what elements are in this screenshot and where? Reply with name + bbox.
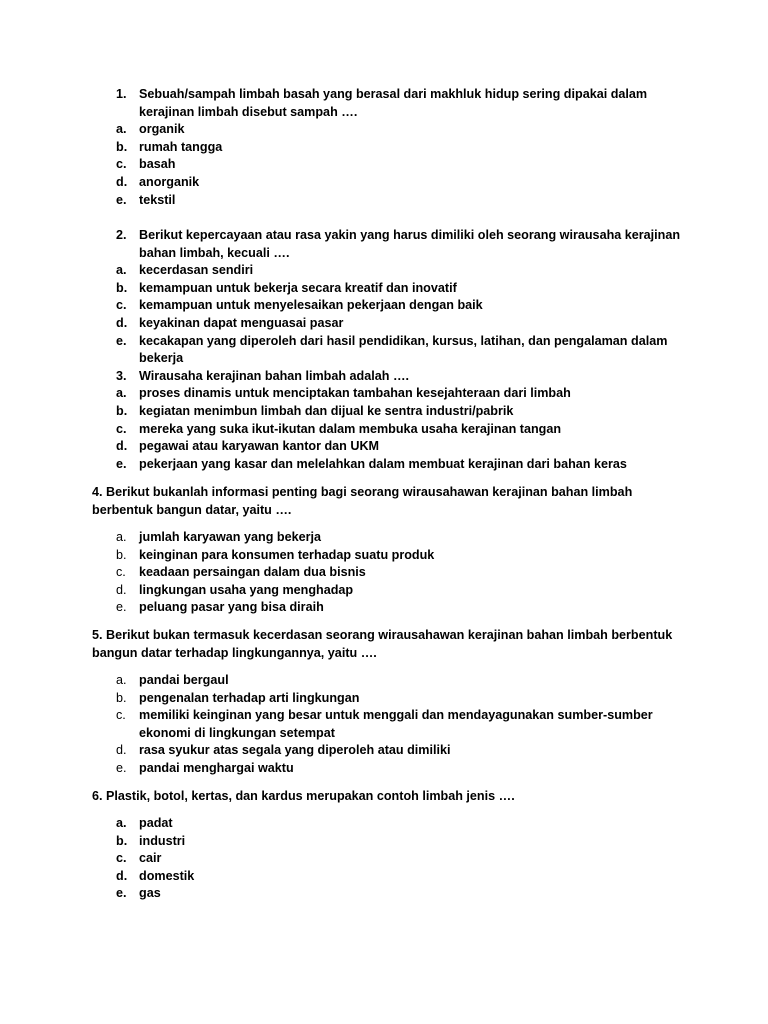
option-e [0, 599, 768, 617]
option-d [0, 315, 768, 333]
question-5-options [0, 672, 768, 778]
question-2 [0, 227, 768, 473]
option-text: organik [139, 122, 185, 137]
option-text: pengenalan terhadap arti lingkungan [139, 690, 360, 705]
option-text: gas [139, 886, 161, 901]
option-marker: c. [116, 565, 126, 580]
option-marker: e. [116, 456, 127, 471]
option-marker: c. [116, 421, 127, 436]
option-marker: c. [116, 298, 127, 313]
option-text: proses dinamis untuk menciptakan tambahan kesejahteraan dari limbah [139, 386, 571, 401]
option-d [0, 174, 768, 192]
option-marker: a. [116, 386, 127, 401]
question-4-text: 4. Berikut bukanlah informasi penting bagi seorang wirausahawan kerajinan bahan limbah berbentuk bangun datar, yaitu …. [92, 485, 633, 517]
option-marker: d. [116, 174, 128, 189]
option-marker: a. [116, 816, 127, 830]
option-marker: b. [116, 403, 128, 418]
option-b [0, 280, 768, 298]
option-marker: c. [116, 157, 127, 172]
option-text: peluang pasar yang bisa diraih [139, 600, 324, 615]
option-text: bekerja [139, 351, 184, 366]
option-c [0, 156, 768, 174]
question-text: Sebuah/sampah limbah basah yang berasal dari makhluk hidup sering dipakai dalam [139, 87, 648, 101]
option-e [0, 192, 768, 210]
option-text: mereka yang suka ikut-ikutan dalam membuka usaha kerajinan tangan [139, 421, 562, 436]
option-text: jumlah karyawan yang bekerja [139, 530, 321, 544]
option-a [0, 529, 768, 547]
question-text: Wirausaha kerajinan bahan limbah adalah …. [139, 368, 410, 383]
question-4-options [0, 529, 768, 617]
option-marker: a. [116, 263, 127, 278]
option-marker: e. [116, 760, 127, 775]
option-text: keinginan para konsumen terhadap suatu produk [139, 547, 435, 562]
option-a [0, 385, 768, 403]
option-c [0, 297, 768, 315]
option-marker: b. [116, 547, 127, 562]
option-text: rasa syukur atas segala yang diperoleh atau dimiliki [139, 743, 451, 758]
question-text: Berikut kepercayaan atau rasa yakin yang harus dimiliki oleh seorang wirausaha kerajinan [139, 228, 681, 242]
question-number: 2. [116, 228, 127, 242]
option-c [0, 850, 768, 868]
option-a [0, 815, 768, 833]
question-number: 3. [116, 368, 127, 383]
option-a [0, 672, 768, 690]
option-marker: b. [116, 690, 127, 705]
option-text: basah [139, 157, 176, 172]
option-d [0, 742, 768, 760]
option-marker: d. [116, 743, 127, 758]
option-text: tekstil [139, 192, 176, 207]
option-marker: e. [116, 192, 127, 207]
option-marker: d. [116, 315, 128, 330]
question-5-text: 5. Berikut bukan termasuk kecerdasan seorang wirausahawan kerajinan bahan limbah berbentuk bangun datar terhadap lingkungannya, yaitu …. [92, 628, 673, 660]
question-number: 1. [116, 87, 127, 101]
option-marker: b. [116, 139, 128, 154]
option-d [0, 438, 768, 456]
option-marker: d. [116, 868, 128, 883]
question-3 [0, 368, 768, 386]
option-marker: e. [116, 886, 127, 901]
option-b [0, 690, 768, 708]
option-c [0, 421, 768, 439]
option-text: cair [139, 851, 162, 866]
option-text: industri [139, 833, 186, 848]
option-b [0, 139, 768, 157]
option-text: keyakinan dapat menguasai pasar [139, 315, 344, 330]
option-marker: d. [116, 439, 128, 454]
option-text: rumah tangga [139, 139, 223, 154]
option-b [0, 403, 768, 421]
option-marker: e. [116, 600, 127, 615]
option-e [0, 456, 768, 474]
option-text: kecerdasan sendiri [139, 263, 254, 278]
option-text: kegiatan menimbun limbah dan dijual ke sentra industri/pabrik [139, 403, 514, 418]
option-marker: a. [116, 673, 127, 687]
option-text: keadaan persaingan dalam dua bisnis [139, 565, 366, 580]
question-text: kerajinan limbah disebut sampah …. [139, 104, 358, 119]
option-d [0, 582, 768, 600]
option-marker: e. [116, 333, 127, 348]
option-marker: a. [116, 122, 127, 137]
option-text: padat [139, 816, 173, 830]
option-marker: a. [116, 530, 127, 544]
option-text: domestik [139, 868, 195, 883]
question-6-text: 6. Plastik, botol, kertas, dan kardus merupakan contoh limbah jenis …. [92, 789, 515, 803]
option-marker: c. [116, 851, 127, 866]
option-marker: d. [116, 582, 127, 597]
option-text: pandai bergaul [139, 673, 229, 687]
option-e [0, 760, 768, 778]
option-b [0, 547, 768, 565]
option-c [0, 564, 768, 582]
option-text: kemampuan untuk menyelesaikan pekerjaan dengan baik [139, 298, 483, 313]
option-text: pandai menghargai waktu [139, 760, 294, 775]
option-marker: c. [116, 708, 126, 723]
question-1 [0, 86, 768, 209]
option-text: memiliki keinginan yang besar untuk menggali dan mendayagunakan sumber-sumber [139, 708, 653, 723]
option-text: anorganik [139, 174, 200, 189]
option-text: kemampuan untuk bekerja secara kreatif dan inovatif [139, 280, 457, 295]
option-text: pekerjaan yang kasar dan melelahkan dalam membuat kerajinan dari bahan keras [139, 456, 627, 471]
option-marker: b. [116, 280, 128, 295]
option-a [0, 262, 768, 280]
option-c [0, 707, 768, 725]
option-e [0, 885, 768, 903]
option-e [0, 333, 768, 351]
option-text: pegawai atau karyawan kantor dan UKM [139, 439, 380, 454]
question-6-options [0, 815, 768, 903]
option-marker: b. [116, 833, 128, 848]
option-b [0, 833, 768, 851]
option-text: ekonomi di lingkungan setempat [139, 725, 335, 740]
question-text: bahan limbah, kecuali …. [139, 245, 290, 260]
option-text: lingkungan usaha yang menghadap [139, 582, 354, 597]
option-text: kecakapan yang diperoleh dari hasil pendidikan, kursus, latihan, dan pengalaman dalam [139, 333, 668, 348]
option-d [0, 868, 768, 886]
option-a [0, 121, 768, 139]
